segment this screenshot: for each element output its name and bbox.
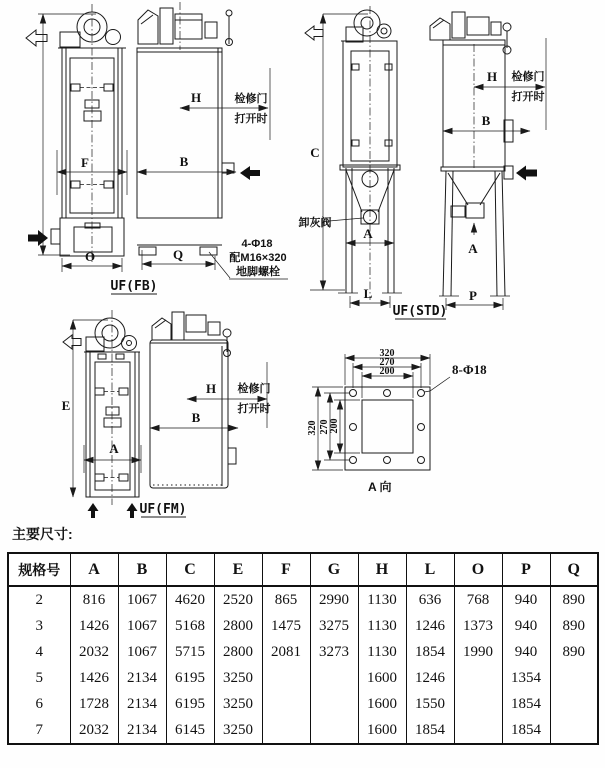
anchor-bolt-note-line3: 地脚螺栓 xyxy=(236,266,280,278)
dimension-cell: 2032 xyxy=(70,717,118,744)
dimension-cell: 4620 xyxy=(166,586,214,613)
dim-label-b: B xyxy=(191,410,201,425)
dimension-cell xyxy=(310,691,358,717)
dimension-cell: 1130 xyxy=(358,639,406,665)
col-header-dim: P xyxy=(502,553,550,586)
dimension-cell xyxy=(550,717,598,744)
col-header-dim: F xyxy=(262,553,310,586)
dimension-cell xyxy=(550,665,598,691)
dimension-cell: 940 xyxy=(502,613,550,639)
table-header-row xyxy=(8,553,598,586)
dimension-cell: 2134 xyxy=(118,665,166,691)
dim-label-e: E xyxy=(61,398,71,413)
dim-label-l: L xyxy=(363,286,373,301)
spec-table-body xyxy=(8,586,598,744)
flow-up-arrow-icon xyxy=(88,503,99,518)
dimension-cell: 1354 xyxy=(502,665,550,691)
anchor-bolt-note-line1: 4-Φ18 xyxy=(241,238,273,250)
dim-label-q: Q xyxy=(172,247,184,262)
dimension-cell: 5715 xyxy=(166,639,214,665)
dimension-cell: 2032 xyxy=(70,639,118,665)
dim-label-o: O xyxy=(84,249,96,264)
col-header-dim: Q xyxy=(550,553,598,586)
filter-body-front-view xyxy=(150,312,236,488)
inlet-arrow-icon xyxy=(240,166,260,180)
spec-number-cell: 6 xyxy=(8,691,70,717)
filter-body-side-view xyxy=(338,6,402,300)
dimension-cell: 6195 xyxy=(166,691,214,717)
inlet-arrow-icon xyxy=(516,166,537,181)
spec-number-cell: 7 xyxy=(8,717,70,744)
uf-std-drawing xyxy=(299,6,547,319)
dimension-cell: 2800 xyxy=(214,639,262,665)
spec-number-cell: 5 xyxy=(8,665,70,691)
table-row xyxy=(8,691,598,717)
dimension-cell xyxy=(310,717,358,744)
dimension-cell: 890 xyxy=(550,639,598,665)
filter-body-front-view xyxy=(137,2,234,255)
ash-valve-note: 卸灰阀 xyxy=(298,217,332,229)
uf-fb-drawing xyxy=(26,2,288,294)
view-label-uf-fb: UF(FB) xyxy=(110,279,158,294)
dim-label-a: A xyxy=(363,226,373,241)
dim-label-h: H xyxy=(486,69,498,84)
table-row xyxy=(8,665,598,691)
dimension-cell: 2990 xyxy=(310,586,358,613)
dimension-cell xyxy=(310,665,358,691)
dimension-cell: 3275 xyxy=(310,613,358,639)
col-header-dim: H xyxy=(358,553,406,586)
dim-label-a2: A xyxy=(468,241,478,256)
dimension-cell: 1854 xyxy=(502,717,550,744)
flange-dim-top-320: 320 xyxy=(379,348,395,359)
table-row xyxy=(8,613,598,639)
flange-dim-left-270: 270 xyxy=(319,419,330,435)
dimension-cell: 2081 xyxy=(262,639,310,665)
dimension-cell: 1854 xyxy=(406,717,454,744)
col-header-dim: B xyxy=(118,553,166,586)
dimension-cell: 1373 xyxy=(454,613,502,639)
view-label-a-direction: A 向 xyxy=(368,480,392,494)
inlet-arrow-icon xyxy=(28,230,48,246)
dimension-cell: 1854 xyxy=(502,691,550,717)
dimension-cell: 1600 xyxy=(358,717,406,744)
dimension-cell: 1130 xyxy=(358,613,406,639)
dim-label-b: B xyxy=(481,113,491,128)
dimension-cell: 1854 xyxy=(406,639,454,665)
dim-label-c: C xyxy=(310,145,320,160)
dimension-cell: 2800 xyxy=(214,613,262,639)
dimension-cell xyxy=(454,691,502,717)
uf-fm-drawing xyxy=(62,310,271,518)
dimension-cell xyxy=(550,691,598,717)
flange-dim-left-200: 200 xyxy=(329,418,340,434)
view-label-uf-fm: UF(FM) xyxy=(139,502,187,517)
dimension-table xyxy=(7,552,599,745)
dimension-cell: 1246 xyxy=(406,665,454,691)
dimension-cell: 1426 xyxy=(70,665,118,691)
spec-number-cell: 2 xyxy=(8,586,70,613)
access-door-note-line2: 打开时 xyxy=(511,91,545,103)
dimension-cell: 768 xyxy=(454,586,502,613)
dimension-cell: 1475 xyxy=(262,613,310,639)
dimension-cell: 3250 xyxy=(214,691,262,717)
dimension-cell: 865 xyxy=(262,586,310,613)
bolt-holes-note: 8-Φ18 xyxy=(452,362,487,377)
dimension-cell: 2134 xyxy=(118,717,166,744)
spec-number-cell: 3 xyxy=(8,613,70,639)
dimension-cell: 2520 xyxy=(214,586,262,613)
table-row xyxy=(8,639,598,665)
flange-view-a xyxy=(307,348,487,494)
dimension-cell: 1600 xyxy=(358,665,406,691)
dimension-cell xyxy=(262,665,310,691)
col-header-dim: G xyxy=(310,553,358,586)
dim-label-a: A xyxy=(109,441,119,456)
dimension-cell xyxy=(454,665,502,691)
dimension-cell xyxy=(262,717,310,744)
dimension-cell: 1426 xyxy=(70,613,118,639)
dim-label-h: H xyxy=(190,90,202,105)
dimension-cell: 636 xyxy=(406,586,454,613)
table-row xyxy=(8,717,598,744)
dimension-cell: 1550 xyxy=(406,691,454,717)
view-label-uf-std: UF(STD) xyxy=(392,304,448,319)
access-door-note-line1: 检修门 xyxy=(234,93,268,105)
spec-number-cell: 4 xyxy=(8,639,70,665)
dim-label-h: H xyxy=(205,381,217,396)
dim-label-f: F xyxy=(81,155,89,170)
dimension-cell: 3250 xyxy=(214,665,262,691)
outlet-arrow-icon xyxy=(26,30,47,46)
col-header-spec-no: 规格号 xyxy=(8,553,70,586)
access-door-note-line2: 打开时 xyxy=(234,113,268,125)
dimension-cell: 3250 xyxy=(214,717,262,744)
dimension-cell: 940 xyxy=(502,586,550,613)
dimension-cell: 1067 xyxy=(118,639,166,665)
dimension-cell: 1067 xyxy=(118,613,166,639)
col-header-dim: C xyxy=(166,553,214,586)
dimension-cell: 1600 xyxy=(358,691,406,717)
dimension-cell: 1130 xyxy=(358,586,406,613)
section-title: 主要尺寸: xyxy=(12,526,73,542)
access-door-note-line1: 检修门 xyxy=(237,383,271,395)
col-header-dim: A xyxy=(70,553,118,586)
dimension-cell: 3273 xyxy=(310,639,358,665)
dimension-cell: 1728 xyxy=(70,691,118,717)
dimension-cell: 1067 xyxy=(118,586,166,613)
access-door-note-line2: 打开时 xyxy=(237,403,271,415)
dimension-cell: 890 xyxy=(550,613,598,639)
dimension-cell xyxy=(262,691,310,717)
dim-label-b: B xyxy=(179,154,189,169)
outlet-arrow-icon xyxy=(305,26,323,40)
flange-dim-left-320: 320 xyxy=(307,420,318,436)
dimension-cell: 5168 xyxy=(166,613,214,639)
dimension-cell: 940 xyxy=(502,639,550,665)
filter-body-side-view xyxy=(86,310,139,505)
anchor-bolt-note-line2: 配M16×320 xyxy=(229,252,287,264)
fan-unit xyxy=(341,10,397,42)
flow-up-arrow-icon xyxy=(127,503,138,518)
col-header-dim: O xyxy=(454,553,502,586)
dimension-cell: 6145 xyxy=(166,717,214,744)
outlet-arrow-icon xyxy=(63,335,81,349)
dimension-cell xyxy=(454,717,502,744)
dimension-cell: 1990 xyxy=(454,639,502,665)
dimension-cell: 1246 xyxy=(406,613,454,639)
flange-dim-top-270: 270 xyxy=(379,357,395,368)
col-header-dim: E xyxy=(214,553,262,586)
dimension-cell: 816 xyxy=(70,586,118,613)
access-door-note-line1: 检修门 xyxy=(511,71,545,83)
dim-label-p: P xyxy=(469,288,477,303)
table-row xyxy=(8,586,598,613)
col-header-dim: L xyxy=(406,553,454,586)
dimension-cell: 890 xyxy=(550,586,598,613)
dimension-cell: 2134 xyxy=(118,691,166,717)
flange-dim-top-200: 200 xyxy=(379,366,395,377)
dimension-cell: 6195 xyxy=(166,665,214,691)
